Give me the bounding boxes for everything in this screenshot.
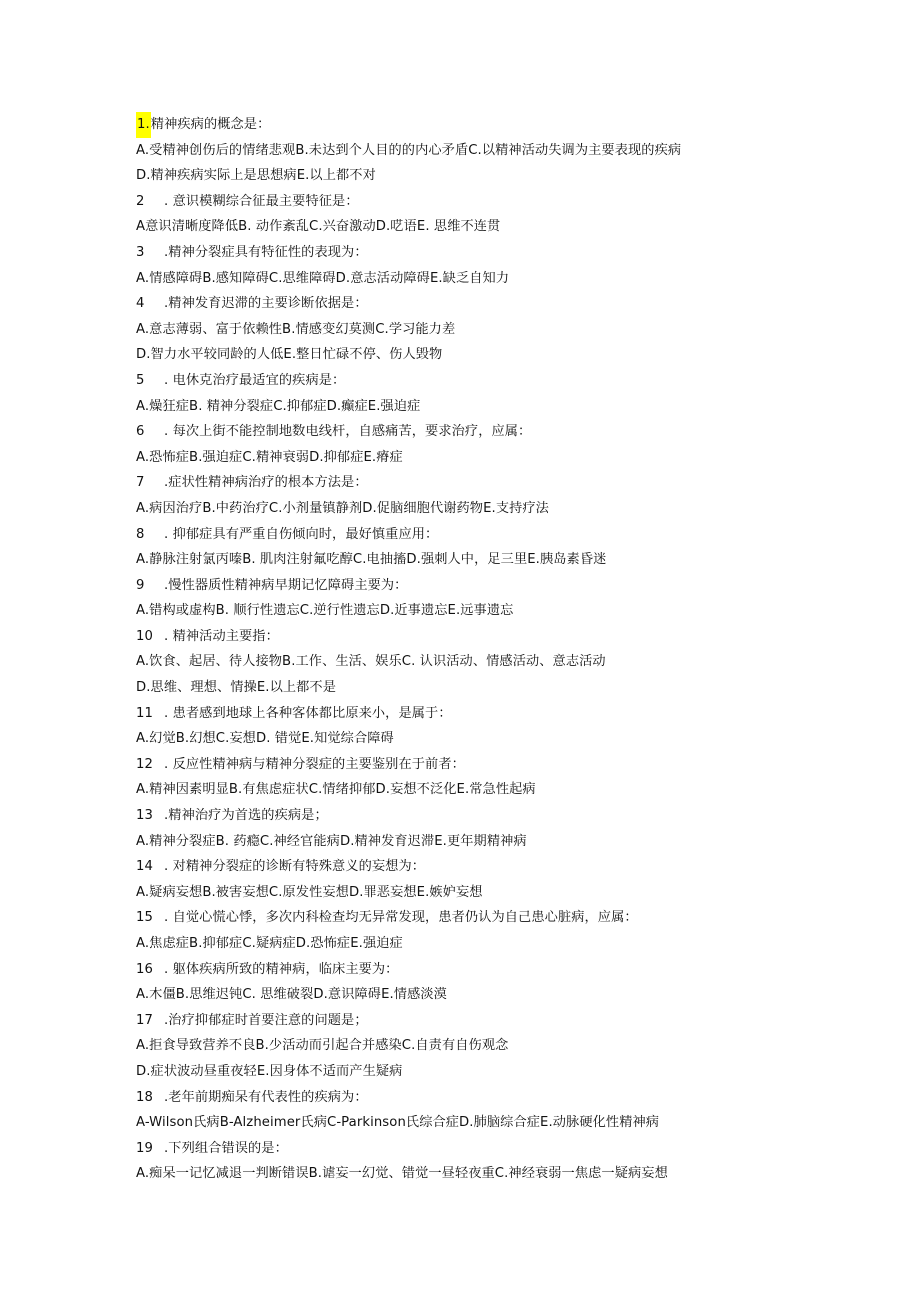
question-number: 10 [136,628,153,644]
answer-options: A.拒食导致营养不良B.少活动而引起合并感染C.自责有自伤观念 [136,1038,509,1054]
answer-options: D.症状波动昼重夜轻E.因身体不适而产生疑病 [136,1063,403,1079]
question-number: 15 [136,910,153,926]
answer-options: A.恐怖症B.强迫症C.精神衰弱D.抑郁症E.瘠症 [136,449,403,465]
question-stem [136,624,776,650]
question-stem [136,1085,776,1111]
question-number: 16 [136,961,153,977]
answer-options: A.幻觉B.幻想C.妄想D. 错觉E.知觉综合障碍 [136,731,394,747]
answer-options: A.意志薄弱、富于依赖性B.情感变幻莫测C.学习能力差 [136,321,456,337]
question-stem [136,905,776,931]
question-number: 7 [136,475,145,491]
question-text: . 对精神分裂症的诊断有特殊意义的妄想为： [164,859,426,875]
question-stem [136,112,776,138]
question-number: 17 [136,1012,153,1028]
question-text: .下列组合错误的是： [164,1140,288,1156]
question-list [136,112,776,1187]
answer-options: A.精神因素明显B.有焦虑症状C.情绪抑郁D.妄想不泛化E.常急性起病 [136,782,536,798]
question-text: . 每次上街不能控制地数电线杆，自感痛苦，要求治疗，应属： [164,424,532,440]
answer-options: A.精神分裂症B. 药瘾C.神经官能病D.精神发育迟滞E.更年期精神病 [136,833,527,849]
question-text: .精神治疗为首选的疾病是； [164,808,328,824]
answer-options: A.情感障碍B.感知障碍C.思维障碍D.意志活动障碍E.缺乏自知力 [136,270,510,286]
question-text: .老年前期痴呆有代表性的疾病为： [164,1089,368,1105]
question-number: 18 [136,1089,153,1105]
question-stem [136,854,776,880]
question-text: . 患者感到地球上各种客体都比原来小，是属于： [164,705,452,721]
question-text: .治疗抑郁症时首要注意的问题是； [164,1012,368,1028]
question-stem [136,701,776,727]
question-stem [136,470,776,496]
question-stem [136,368,776,394]
answer-options: A.疑病妄想B.被害妄想C.原发性妄想D.罪恶妄想E.嫉妒妄想 [136,884,483,900]
question-number: 4 [136,296,145,312]
question-text: .精神发育迟滞的主要诊断依据是： [164,296,368,312]
question-number: 13 [136,808,153,824]
answer-options: A.饮食、起居、待人接物B.工作、生活、娱乐C. 认识活动、情感活动、意志活动 [136,654,606,670]
question-text: . 抑郁症具有严重自伤倾向时，最好慎重应用： [164,526,439,542]
answer-options: A.受精神创伤后的情绪悲观B.未达到个人目的的内心矛盾C.以精神活动失调为主要表现的疾病 [136,142,682,158]
question-text: . 自觉心慌心悸，多次内科检查均无异常发现，患者仍认为自己患心脏病，应属： [164,910,638,926]
answer-options: A意识清晰度降低B. 动作紊乱C.兴奋激动D.呓语E. 思维不连贯 [136,219,501,235]
question-stem [136,1136,776,1162]
question-stem [136,419,776,445]
answer-options: D.精神疾病实际上是思想病E.以上都不对 [136,168,376,184]
question-text: . 意识模糊综合征最主要特征是： [164,193,359,209]
question-stem [136,573,776,599]
question-number: 19 [136,1140,153,1156]
question-number: 2 [136,193,145,209]
answer-options: D.智力水平较同龄的人低E.整日忙碌不停、伤人毁物 [136,347,443,363]
question-text: . 精神活动主要指： [164,628,279,644]
question-stem [136,240,776,266]
answer-options: A.错构或虚构B. 顺行性遗忘C.逆行性遗忘D.近事遗忘E.远事遗忘 [136,603,514,619]
question-number: 12 [136,756,153,772]
question-number: 6 [136,424,145,440]
question-text: . 反应性精神病与精神分裂症的主要鉴别在于前者： [164,756,465,772]
question-number: 11 [136,705,153,721]
question-text: .精神分裂症具有特征性的表现为： [164,244,368,260]
question-text: . 电休克治疗最适宜的疾病是： [164,372,346,388]
question-number: 14 [136,859,153,875]
answer-options: A.燥狂症B. 精神分裂症C.抑郁症D.癫症E.强迫症 [136,398,421,414]
answer-options: A.木僵B.思维迟钝C. 思维破裂D.意识障碍E.情感淡漠 [136,987,447,1003]
answer-options: A.焦虑症B.抑郁症C.疑病症D.恐怖症E.强迫症 [136,936,403,951]
answer-options: D.思维、理想、情操E.以上都不是 [136,680,337,696]
question-text: . 躯体疾病所致的精神病，临床主要为： [164,961,399,977]
question-number: 8 [136,526,145,542]
question-stem [136,803,776,829]
question-stem [136,957,776,983]
question-number: 5 [136,372,145,388]
question-number: 9 [136,577,145,593]
question-stem [136,189,776,215]
answer-options: A.痴呆一记忆减退一判断错误B.谑妄一幻觉、错觉一昼轻夜重C.神经衰弱一焦虑一疑病妄想 [136,1166,668,1182]
question-text: .症状性精神病治疗的根本方法是： [164,475,368,491]
question-text: 精神疾病的概念是： [150,117,271,132]
answer-options: A.病因治疗B.中药治疗C.小剂量镇静剂D.促脑细胞代谢药物E.支持疗法 [136,500,549,516]
question-number: 3 [136,244,145,260]
question-text: .慢性器质性精神病早期记忆障碍主要为： [164,577,408,593]
question-stem [136,1008,776,1034]
question-stem [136,291,776,317]
question-stem [136,522,776,548]
answer-options: A.静脉注射氯丙嗪B. 肌肉注射氟吃醇C.电抽搐D.强刺人中，足三里E.胰岛素昏迷 [136,552,607,568]
answer-options: A-Wilson氏病B-Alzheimer氏病C-Parkinson氏综合症D.肺脑综合症E.动脉硬化性精神病 [136,1115,660,1131]
question-stem [136,752,776,778]
question-number: 1. [136,112,151,138]
